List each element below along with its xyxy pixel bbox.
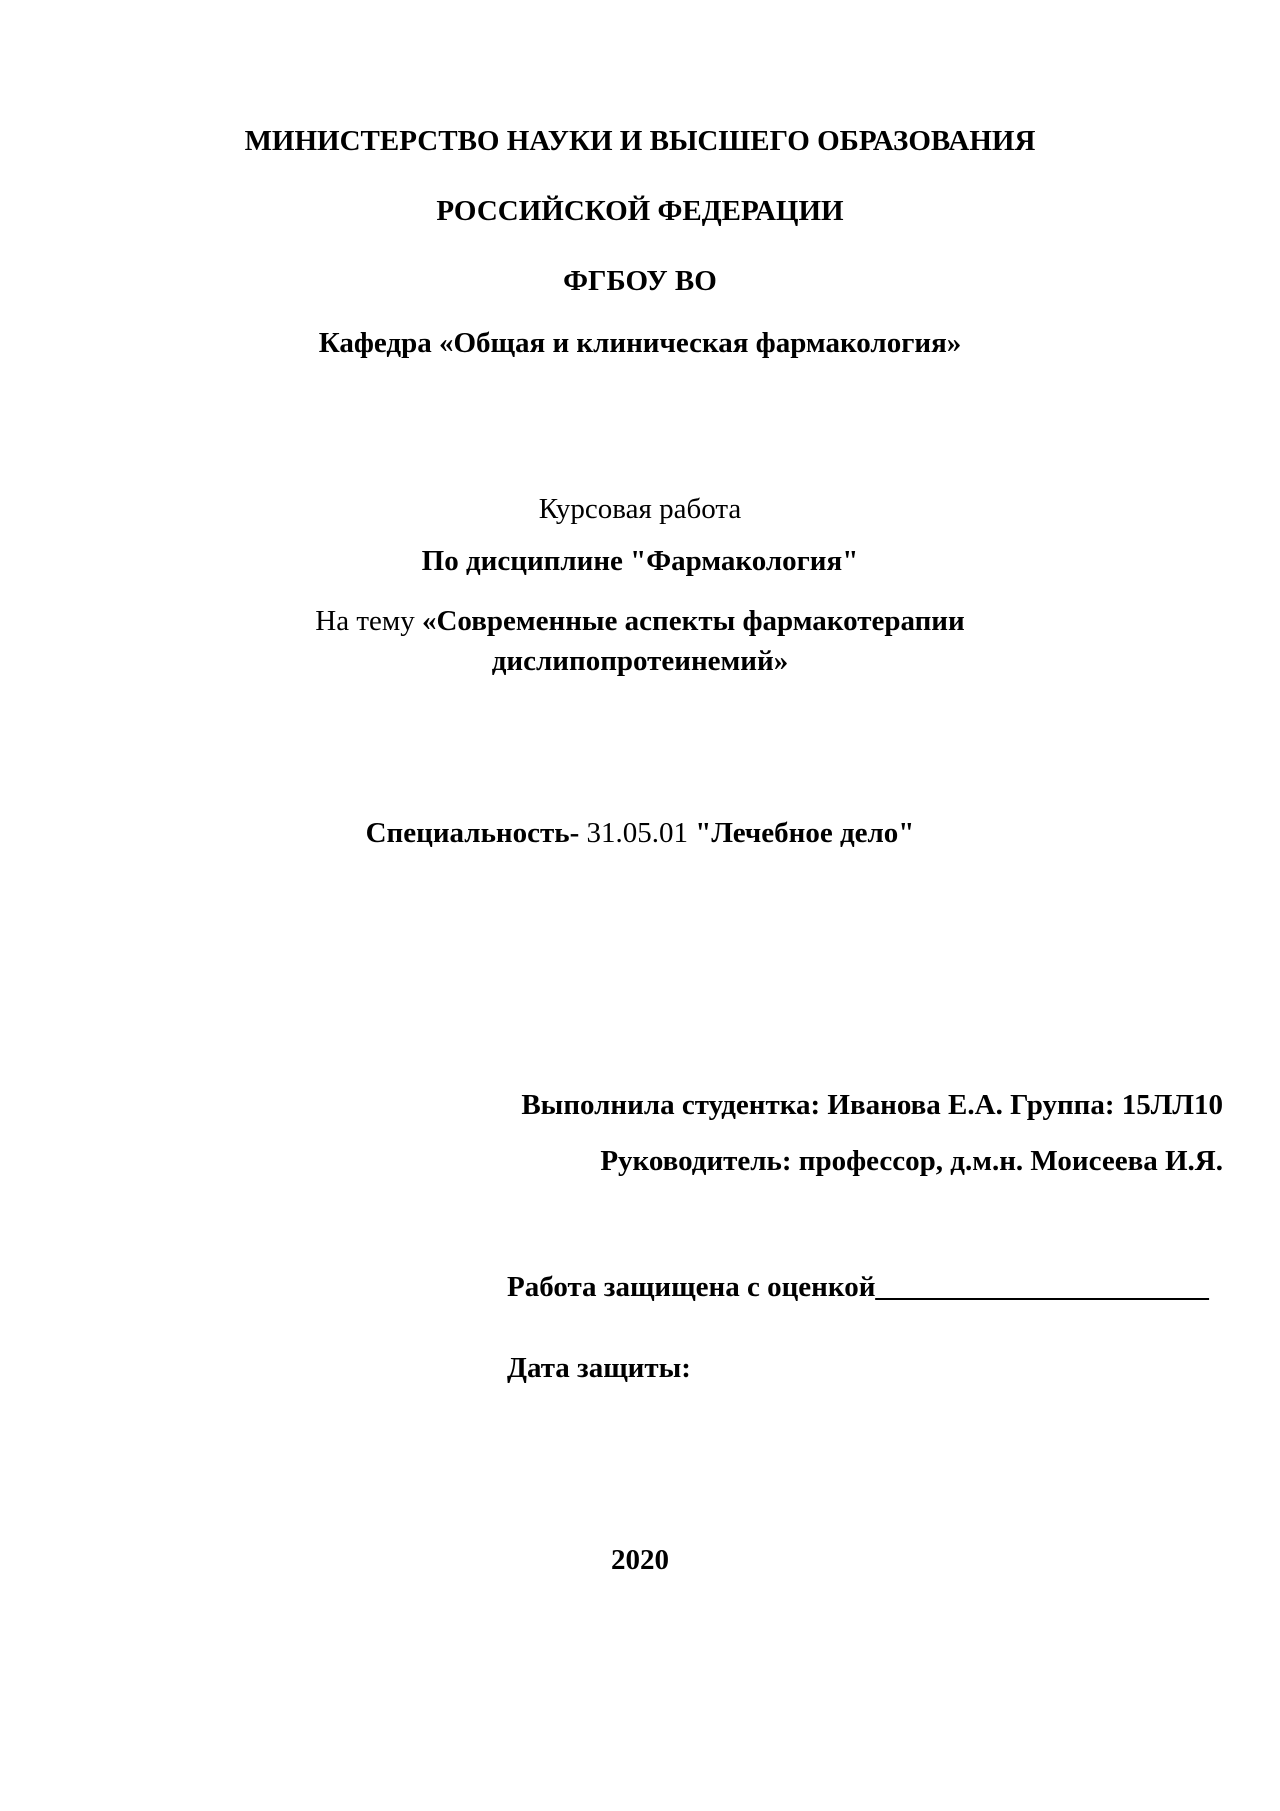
specialty-label: Специальность- xyxy=(365,817,580,849)
topic-prefix: На тему xyxy=(315,605,422,637)
topic-line-2: дислипопротеинемий» xyxy=(491,645,789,677)
work-type: Курсовая работа xyxy=(538,493,742,525)
defense-grade: Работа защищена с оценкой_______________________ xyxy=(507,1271,1209,1303)
ministry-line-1: МИНИСТЕРСТВО НАУКИ И ВЫСШЕГО ОБРАЗОВАНИЯ xyxy=(244,125,1036,157)
discipline: По дисциплине "Фармакология" xyxy=(421,545,859,577)
topic-line-1 xyxy=(0,603,1280,639)
department-name: Кафедра «Общая и клиническая фармакология» xyxy=(318,327,962,359)
year: 2020 xyxy=(611,1544,669,1576)
student-info: Выполнила студентка: Иванова Е.А. Группа: 15ЛЛ10 xyxy=(521,1089,1223,1121)
institution-name: ФГБОУ ВО xyxy=(563,265,717,297)
supervisor-info: Руководитель: профессор, д.м.н. Моисеева И.Я. xyxy=(600,1145,1223,1177)
specialty xyxy=(0,815,1280,851)
specialty-name: "Лечебное дело" xyxy=(695,817,915,849)
specialty-code: 31.05.01 xyxy=(579,817,696,849)
defense-date: Дата защиты: xyxy=(507,1352,691,1384)
topic-title-part-1: «Современные аспекты фармакотерапии xyxy=(421,605,965,637)
ministry-line-2: РОССИЙСКОЙ ФЕДЕРАЦИИ xyxy=(436,195,844,227)
